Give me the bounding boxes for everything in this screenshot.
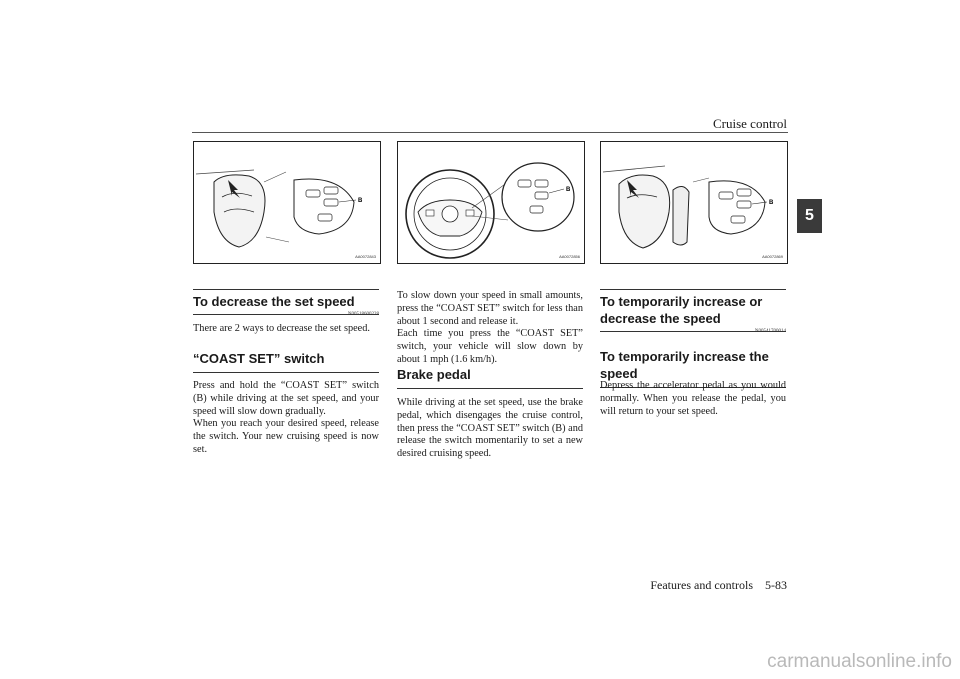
intro-text: There are 2 ways to decrease the set speed.	[193, 323, 370, 334]
section-heading-decrease: To decrease the set speed	[193, 289, 379, 315]
subheading-temporarily-increase: To temporarily increase the speed	[600, 348, 786, 388]
figure-code: AA0072843	[355, 254, 376, 259]
steering-wheel-switch-illustration	[194, 142, 380, 263]
footer-page-number: 5-83	[765, 578, 787, 592]
svg-text:B: B	[566, 187, 571, 193]
figure-steering-wheel	[397, 141, 585, 264]
slow-down-body: To slow down your speed in small amounts, press the “COAST SET” switch for less than about 1 second and release it. Each time you press the “COAST SET” switch, your vehicle will slow down by about 1 mph (1.6 km/h).	[397, 290, 583, 365]
figure-accelerator-switch	[600, 141, 788, 264]
subheading-brake-pedal: Brake pedal	[397, 366, 583, 389]
page-footer	[638, 578, 787, 593]
subheading-coast-set: “COAST SET” switch	[193, 350, 379, 373]
reference-code: N00518600228	[347, 312, 379, 317]
footer-section: Features and controls	[650, 578, 753, 592]
header-rule	[192, 132, 788, 133]
figure-code: AA0072856	[559, 254, 580, 259]
figure-steering-switch-left	[193, 141, 381, 264]
section-heading-temporarily: To temporarily increase or decrease the speed	[600, 289, 786, 332]
chapter-tab: 5	[797, 199, 822, 233]
svg-text:B: B	[358, 198, 363, 204]
watermark: carmanualsonline.info	[767, 651, 952, 672]
reference-code: N00541700014	[754, 329, 786, 334]
svg-text:B: B	[769, 200, 774, 206]
temporarily-increase-body: Depress the accelerator pedal as you would normally. When you release the pedal, you will return to your set speed.	[600, 380, 786, 417]
figure-code: AA0072869	[762, 254, 783, 259]
brake-pedal-body: While driving at the set speed, use the brake pedal, which disengages the cruise control, then press the “COAST SET” switch (B) and release the switch momentarily to set a new desired cruising speed.	[397, 397, 583, 460]
header-title: Cruise control	[712, 116, 787, 131]
steering-wheel-illustration	[398, 142, 584, 263]
coast-set-body: Press and hold the “COAST SET” switch (B) while driving at the set speed, and your speed will slow down gradually. When you reach your desired speed, release the switch. Your new cruising speed is now set.	[193, 380, 379, 455]
accelerator-pedal-illustration	[601, 142, 787, 263]
